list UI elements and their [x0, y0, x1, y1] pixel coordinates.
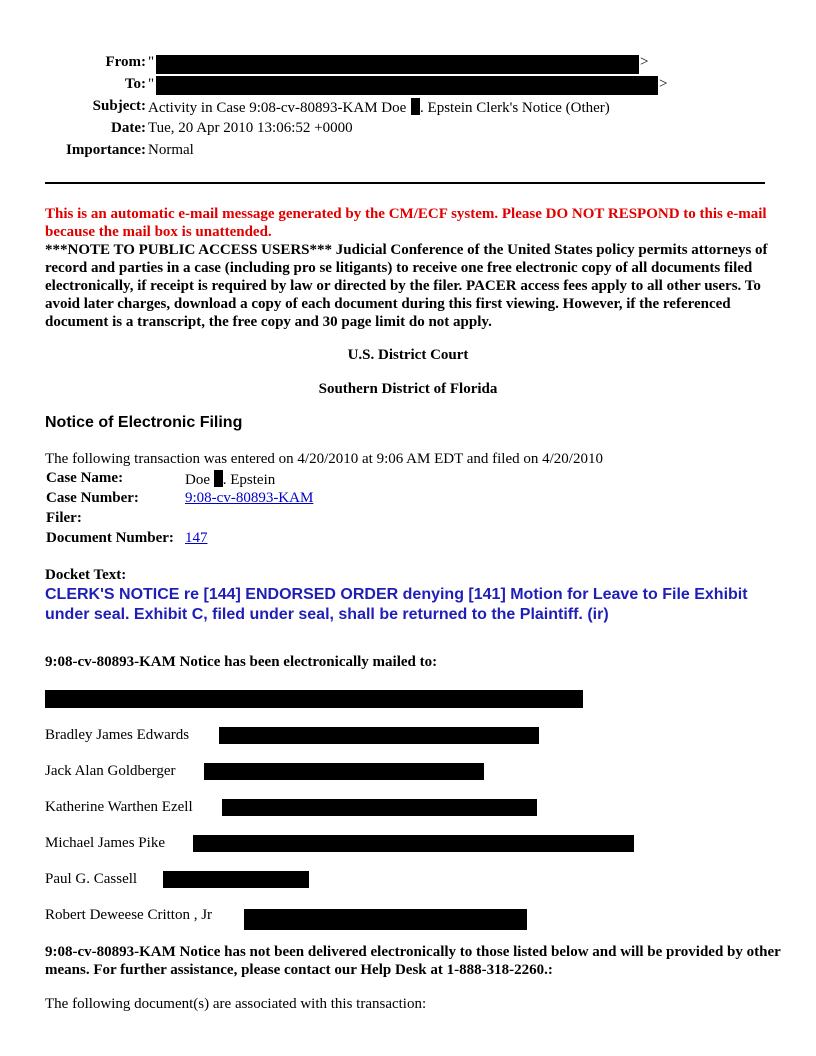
redaction-email-5 — [163, 871, 309, 888]
from-prefix: " — [148, 54, 155, 70]
case-name-pre: Doe — [185, 472, 210, 488]
document-number-label: Document Number: — [46, 530, 174, 546]
recipient-katherine-ezell: Katherine Warthen Ezell — [45, 799, 193, 815]
recipient-paul-cassell: Paul G. Cassell — [45, 871, 138, 887]
associated-documents-text: The following document(s) are associated with this transaction: — [45, 996, 427, 1012]
mailed-heading: 9:08-cv-80893-KAM Notice has been electronically mailed to: — [45, 654, 438, 670]
case-number-value[interactable] — [185, 490, 313, 507]
case-name-value — [185, 470, 275, 489]
from-suffix: > — [640, 54, 649, 70]
subject-post: . Epstein Clerk's Notice (Other) — [420, 100, 610, 116]
date-value: Tue, 20 Apr 2010 13:06:52 +0000 — [148, 120, 353, 136]
recipient-michael-pike: Michael James Pike — [45, 835, 165, 851]
public-access-note: ***NOTE TO PUBLIC ACCESS USERS*** Judicial Conference of the United States policy permits attorneys of record and parties in a case (including pro se litigants) to receive one free electronic copy of all documents filed electronically, if receipt is required by law or directed by the filer. PACER access fees apply to all other users. To avoid later charges, download a copy of each document during this first viewing. However, if the referenced document is a transcript, the free copy and 30 page limit do not apply. — [45, 242, 768, 330]
to-label: To: — [124, 76, 146, 92]
auto-message-warning: This is an automatic e-mail message generated by the CM/ECF system. Please DO NOT RESPOND to this e-mail because the mail box is unattended. — [45, 206, 767, 240]
subject-label: Subject: — [92, 98, 146, 114]
date-label: Date: — [111, 120, 146, 136]
court-name: U.S. District Court — [347, 347, 469, 363]
redaction-email-3 — [222, 799, 537, 816]
filer-label: Filer: — [46, 510, 82, 526]
case-name-label: Case Name: — [46, 470, 124, 486]
subject-pre: Activity in Case 9:08-cv-80893-KAM Doe — [148, 100, 407, 116]
to-suffix: > — [659, 76, 668, 92]
to-prefix: " — [148, 76, 155, 92]
from-label: From: — [105, 54, 146, 70]
docket-label: Docket Text: — [45, 567, 127, 583]
redaction-case-name — [214, 470, 223, 487]
redaction-email-6 — [244, 909, 527, 930]
transaction-text: The following transaction was entered on 4/20/2010 at 9:06 AM EDT and filed on 4/20/2010 — [45, 451, 603, 467]
redaction-email-2 — [204, 763, 484, 780]
from-value — [148, 54, 154, 71]
case-name-post: . Epstein — [222, 472, 276, 488]
importance-value: Normal — [148, 142, 194, 158]
recipient-robert-critton: Robert Deweese Critton , Jr — [45, 907, 213, 923]
redaction-recipient-list — [45, 690, 583, 708]
recipient-jack-goldberger: Jack Alan Goldberger — [45, 763, 176, 779]
case-number-label: Case Number: — [46, 490, 139, 506]
case-number-link[interactable]: 9:08-cv-80893-KAM — [185, 490, 314, 506]
document-number-value[interactable] — [185, 530, 208, 547]
document-number-link[interactable]: 147 — [185, 530, 208, 546]
redaction-email-4 — [193, 835, 634, 852]
court-district: Southern District of Florida — [318, 381, 498, 397]
subject-value — [148, 98, 610, 117]
not-delivered-notice: 9:08-cv-80893-KAM Notice has not been delivered electronically to those listed below and will be provided by other means. For further assistance, please contact our Help Desk at 1-888-318-2260.: — [45, 944, 781, 978]
nef-title: Notice of Electronic Filing — [45, 414, 243, 431]
docket-text: CLERK'S NOTICE re [144] ENDORSED ORDER denying [141] Motion for Leave to File Exhibit under seal. Exhibit C, filed under seal, shall be returned to the Plaintiff. (ir) — [45, 586, 748, 623]
redaction-from — [156, 55, 639, 74]
redaction-to — [156, 76, 658, 95]
recipient-bradley-edwards: Bradley James Edwards — [45, 727, 190, 743]
header-divider — [45, 182, 765, 184]
redaction-email-1 — [219, 727, 539, 744]
importance-label: Importance: — [66, 142, 146, 158]
redaction-subject — [411, 98, 420, 115]
